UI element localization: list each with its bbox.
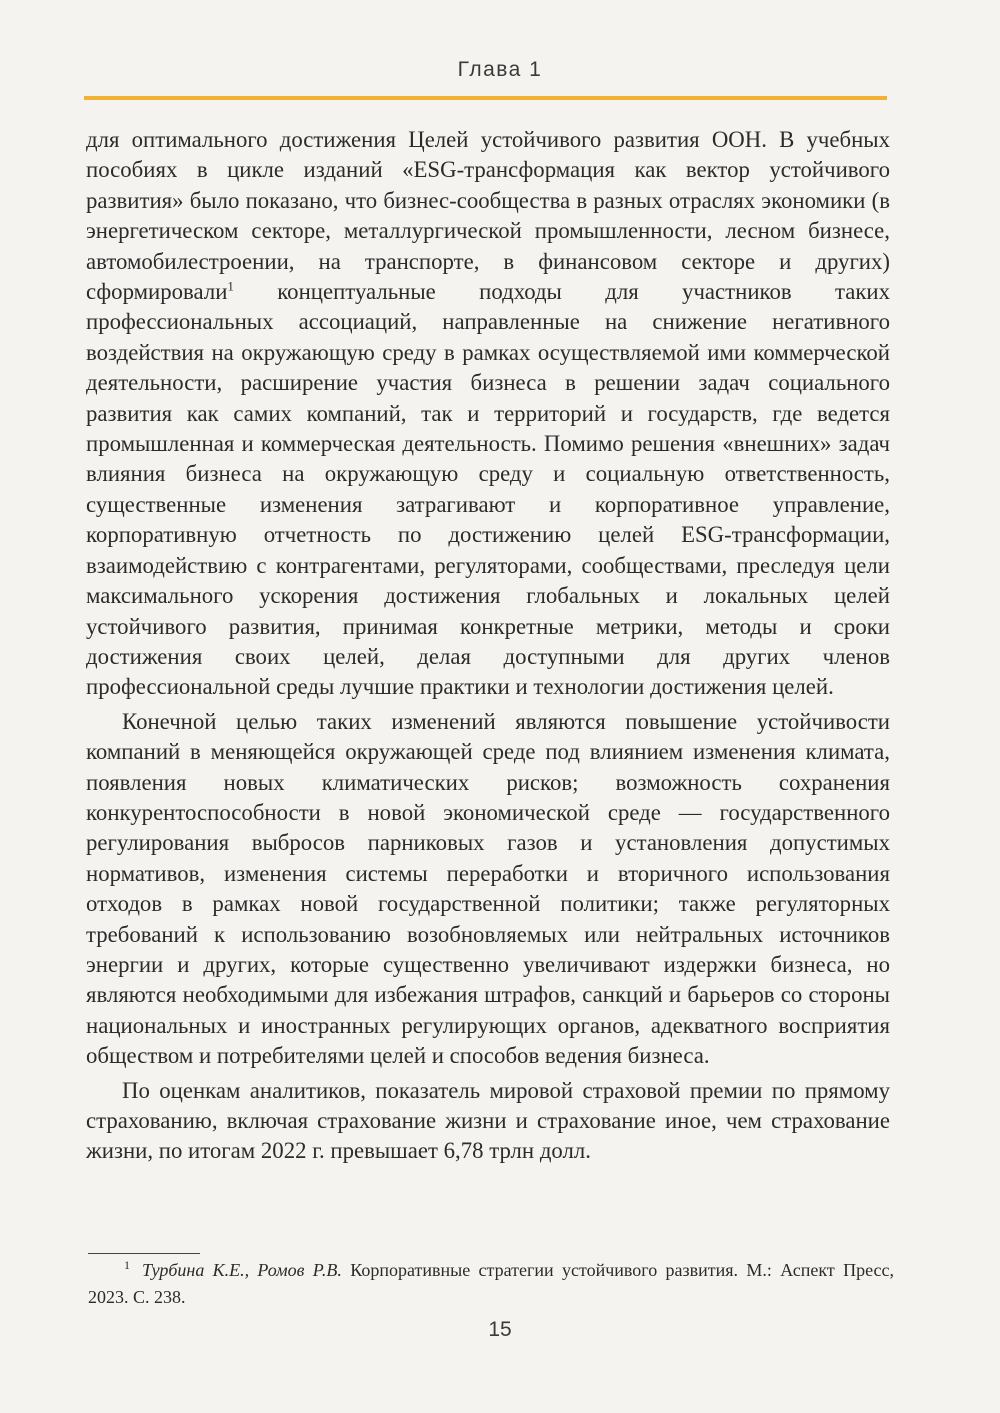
page-number: 15 — [488, 1318, 512, 1341]
footnote-text: Корпоративные стратегии устойчивого развития. М.: Аспект Пресс, 2023. С. 238. — [88, 1260, 894, 1307]
header-rule — [84, 96, 887, 100]
running-header: Глава 1 — [457, 58, 543, 81]
footnote-authors: Турбина К.Е., Ромов Р.В. — [142, 1260, 342, 1280]
footnote-reference: 1 — [227, 278, 234, 294]
footnote — [88, 1257, 894, 1311]
paragraph-1-start: для оптимального достижения Целей устойчивого развития ООН. В учебных пособиях в цикле изданий «ESG-трансформация как вектор устойчивого развития» было показано, что бизнес-сообщества в разных отраслях экономики (в энергетическом секторе, металлургической промышленности, лесном бизнесе, автомобилестроении, на транспорте, в финансовом секторе и других) сформировали — [86, 127, 890, 305]
paragraph-1-end: концептуальные подходы для участников таких профессиональных ассоциаций, направленные на снижение негативного воздействия на окружающую среду в рамках осуществляемой ими коммерческой деятельности, расширение участия бизнеса в решении задач социального развития как самих компаний, так и территорий и государств, где ведется промышленная и коммерческая деятельность. Помимо решения «внешних» задач влияния бизнеса на окружающую среду и социальную ответственность, существенные изменения затрагивают и корпоративное управление, корпоративную отчетность по достижению целей ESG-трансформации, взаимодействию с контрагентами, регуляторами, сообществами, преследуя цели максимального ускорения достижения глобальных и локальных целей устойчивого развития, принимая конкретные метрики, методы и сроки достижения своих целей, делая доступными для других членов профессиональной среды лучшие практики и технологии достижения целей. — [86, 279, 890, 700]
main-text — [86, 125, 890, 1167]
footnote-number: 1 — [124, 1258, 130, 1272]
footnote-separator — [88, 1253, 200, 1254]
paragraph-3: По оценкам аналитиков, показатель мировой страховой премии по прямому страхованию, включая страхование жизни и страхование иное, чем страхование жизни, по итогам 2022 г. превышает 6,78 трлн долл. — [86, 1077, 890, 1164]
paragraph-2: Конечной целью таких изменений являются повышение устойчивости компаний в меняющейся окружающей среде под влиянием изменения климата, появления новых климатических рисков; возможность сохранения конкурентоспособности в новой экономической среде — государственного регулирования выбросов парниковых газов и установления допустимых нормативов, изменения системы переработки и вторичного использования отходов в рамках новой государственной политики; также регуляторных требований к использованию возобновляемых или нейтральных источников энергии и других, которые существенно увеличивают издержки бизнеса, но являются необходимыми для избежания штрафов, санкций и барьеров со стороны национальных и иностранных регулирующих органов, адекватного восприятия обществом и потребителями целей и способов ведения бизнеса. — [86, 708, 890, 1069]
paragraph-1 — [86, 125, 890, 703]
